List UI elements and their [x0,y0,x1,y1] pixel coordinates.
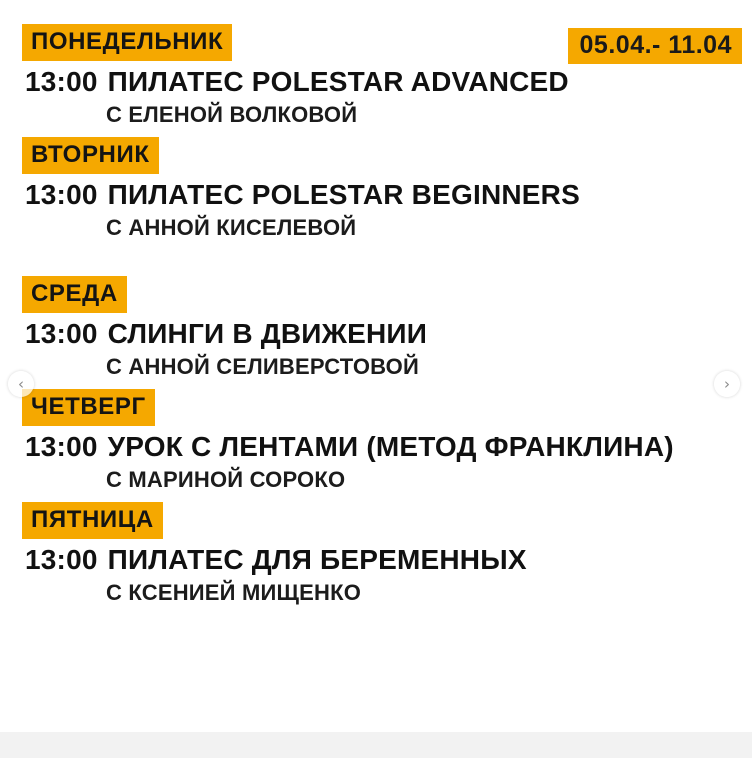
carousel-prev-icon[interactable]: ‹ [8,371,34,397]
class-line-monday [25,67,738,98]
day-title-friday: ПЯТНИЦА [22,502,163,539]
day-block-tuesday [22,137,738,240]
day-title-monday: ПОНЕДЕЛЬНИК [22,24,232,61]
class-title-monday: ПИЛАТЕС POLESTAR ADVANCED [107,66,569,97]
class-title-thursday: УРОК С ЛЕНТАМИ (МЕТОД ФРАНКЛИНА) [107,430,674,462]
class-title-tuesday: ПИЛАТЕС POLESTAR BEGINNERS [107,178,580,210]
day-title-thursday: ЧЕТВЕРГ [22,389,155,426]
class-line-thursday [25,432,738,463]
class-teacher-tuesday: С АННОЙ КИСЕЛЕВОЙ [106,214,357,240]
class-time-thursday: 13:00 [25,430,98,462]
class-title-friday: ПИЛАТЕС ДЛЯ БЕРЕМЕННЫХ [107,543,527,575]
class-time-wednesday: 13:00 [25,317,98,349]
class-title-wednesday: СЛИНГИ В ДВИЖЕНИИ [107,317,428,349]
class-teacher-monday: С ЕЛЕНОЙ ВОЛКОВОЙ [106,101,358,127]
day-block-friday [22,502,738,605]
class-line-wednesday [25,319,738,350]
day-block-thursday [22,389,738,492]
day-title-tuesday: ВТОРНИК [22,137,159,174]
carousel-next-icon[interactable]: › [714,371,740,397]
spacer [22,250,738,276]
class-line-friday [25,545,738,576]
class-teacher-thursday: С МАРИНОЙ СОРОКО [106,466,346,492]
class-time-tuesday: 13:00 [25,178,98,210]
class-time-monday: 13:00 [25,66,98,97]
class-line-tuesday [25,180,738,211]
class-time-friday: 13:00 [25,543,98,575]
date-range-badge: 05.04.- 11.04 [568,28,742,64]
class-teacher-friday: С КСЕНИЕЙ МИЩЕНКО [106,579,362,605]
card-edge-bottom [0,732,752,758]
day-title-wednesday: СРЕДА [22,276,127,313]
class-teacher-wednesday: С АННОЙ СЕЛИВЕРСТОВОЙ [106,353,420,379]
day-block-wednesday [22,276,738,379]
